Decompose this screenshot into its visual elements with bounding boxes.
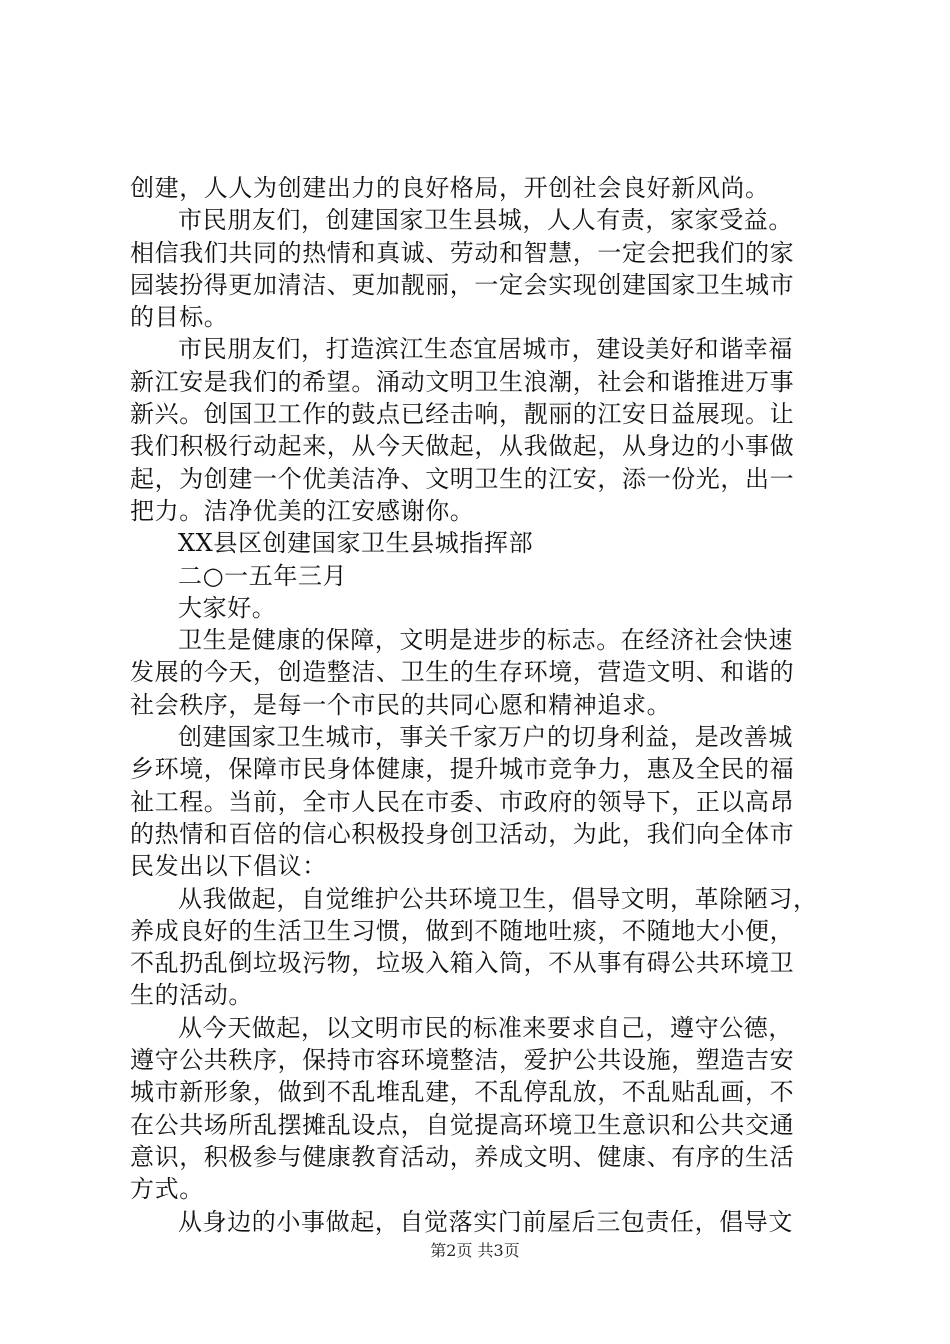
text-line: 养成良好的生活卫生习惯，做到不随地吐痰，不随地大小便， <box>130 916 795 945</box>
text-line: 我们积极行动起来，从今天做起，从我做起，从身边的小事做 <box>130 432 795 461</box>
text-line: 从今天做起，以文明市民的标准来要求自己，遵守公德， <box>178 1013 793 1042</box>
text-line: 的热情和百倍的信心积极投身创卫活动，为此，我们向全体市 <box>130 819 795 848</box>
text-line: 社会秩序，是每一个市民的共同心愿和精神追求。 <box>130 690 672 719</box>
text-line: 卫生是健康的保障，文明是进步的标志。在经济社会快速 <box>178 626 793 655</box>
text-line: 相信我们共同的热情和真诚、劳动和智慧，一定会把我们的家 <box>130 238 795 267</box>
text-line: 园装扮得更加清洁、更加靓丽，一定会实现创建国家卫生城市 <box>130 270 795 299</box>
page-number: 第2页 共3页 <box>430 1241 520 1260</box>
text-line: 发展的今天，创造整洁、卫生的生存环境，营造文明、和谐的 <box>130 658 795 687</box>
text-line: 从我做起，自觉维护公共环境卫生，倡导文明，革除陋习， <box>178 884 818 913</box>
text-line: 新兴。创国卫工作的鼓点已经击响，靓丽的江安日益展现。让 <box>130 400 795 429</box>
text-line: 不乱扔乱倒垃圾污物，垃圾入箱入筒，不从事有碍公共环境卫 <box>130 949 795 978</box>
text-line: 乡环境，保障市民身体健康，提升城市竞争力，惠及全民的福 <box>130 755 795 784</box>
document-body <box>130 172 832 1238</box>
text-line: 创建国家卫生城市，事关千家万户的切身利益，是改善城 <box>178 723 793 752</box>
text-line: 遵守公共秩序，保持市容环境整洁，爱护公共设施，塑造吉安 <box>130 1046 795 1075</box>
text-line: 祉工程。当前，全市人民在市委、市政府的领导下，正以高昂 <box>130 787 795 816</box>
text-line: 城市新形象，做到不乱堆乱建，不乱停乱放，不乱贴乱画，不 <box>130 1078 795 1107</box>
text-line: 方式。 <box>130 1175 204 1204</box>
text-line: 的目标。 <box>130 303 229 332</box>
page-footer <box>0 1241 950 1261</box>
text-line: 把力。洁净优美的江安感谢你。 <box>130 496 475 525</box>
text-line: 创建，人人为创建出力的良好格局，开创社会良好新风尚。 <box>130 174 770 202</box>
text-line: 民发出以下倡议： <box>130 852 327 881</box>
text-line: 起，为创建一个优美洁净、文明卫生的江安，添一份光，出一 <box>130 464 795 493</box>
text-line: 从身边的小事做起，自觉落实门前屋后三包责任，倡导文 <box>178 1207 793 1236</box>
text-line: 市民朋友们，创建国家卫生县城，人人有责，家家受益。 <box>178 206 793 235</box>
text-line: 新江安是我们的希望。涌动文明卫生浪潮，社会和谐推进万事 <box>130 367 795 396</box>
text-line: 意识，积极参与健康教育活动，养成文明、健康、有序的生活 <box>130 1142 795 1171</box>
text-line: 大家好。 <box>178 593 277 622</box>
text-line: XX县区创建国家卫生县城指挥部 <box>178 529 534 558</box>
text-line: 二○一五年三月 <box>178 561 348 590</box>
text-line: 市民朋友们，打造滨江生态宜居城市，建设美好和谐幸福 <box>178 335 793 364</box>
text-line: 生的活动。 <box>130 981 253 1010</box>
text-line: 在公共场所乱摆摊乱设点，自觉提高环境卫生意识和公共交通 <box>130 1110 795 1139</box>
